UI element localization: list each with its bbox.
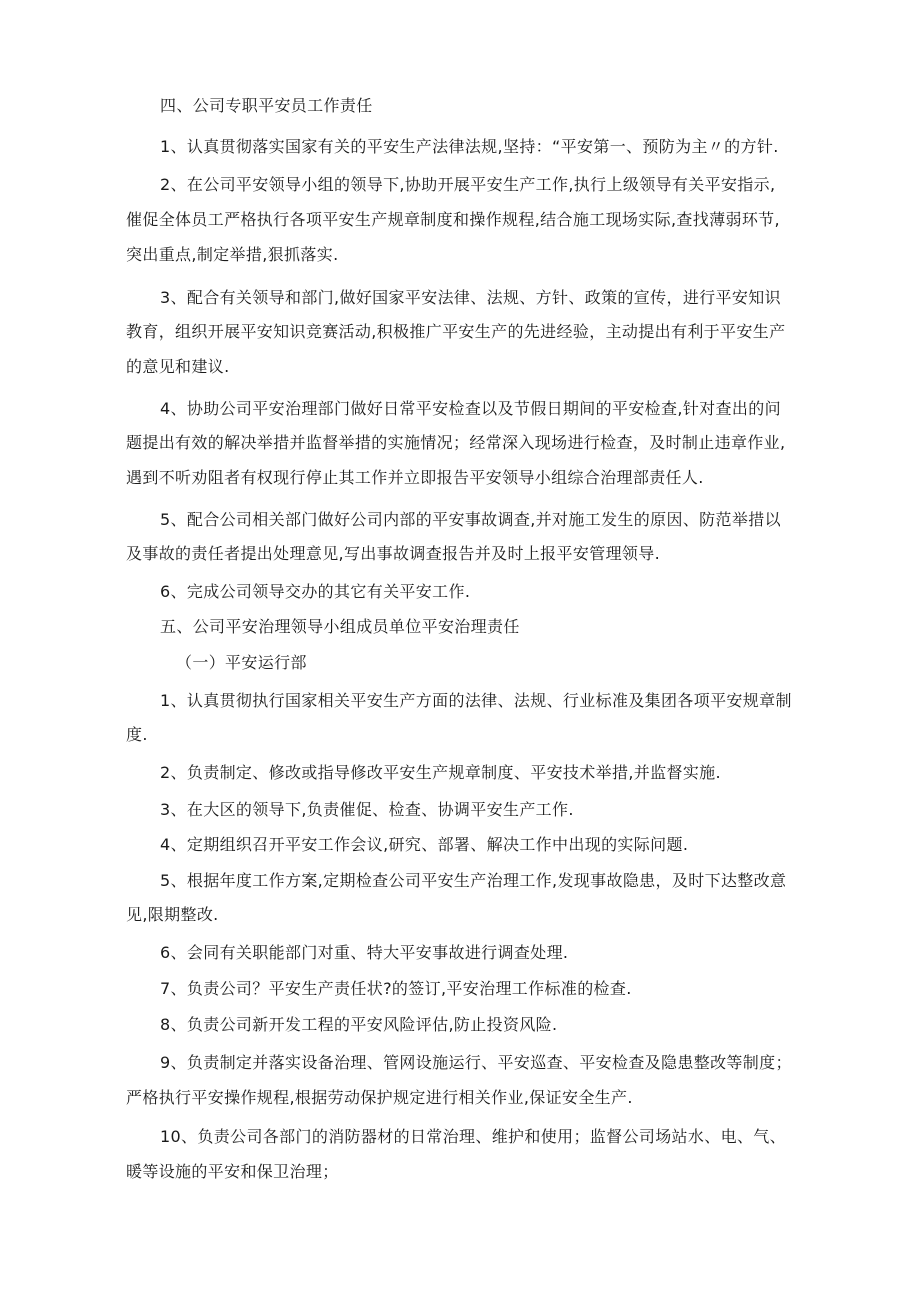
section-4-heading: 四、公司专职平安员工作责任 — [160, 96, 373, 115]
paragraph-line: 2、负责制定、修改或指导修改平安生产规章制度、平安技术举措,并监督实施. — [160, 763, 721, 782]
paragraph-line: 见,限期整改. — [126, 905, 219, 924]
subsection-heading: （一）平安运行部 — [176, 653, 307, 672]
section-5-heading: 五、公司平安治理领导小组成员单位平安治理责任 — [160, 617, 520, 636]
paragraph-line: 10、负责公司各部门的消防器材的日常治理、维护和使用；监督公司场站水、电、气、 — [160, 1127, 787, 1146]
paragraph-line: 8、负责公司新开发工程的平安风险评估,防止投资风险. — [160, 1015, 558, 1034]
paragraph-line: 教育，组织开展平安知识竞赛活动,积极推广平安生产的先进经验，主动提出有利于平安生产 — [126, 322, 786, 341]
paragraph-line: 4、协助公司平安治理部门做好日常平安检查以及节假日期间的平安检查,针对查出的问 — [160, 399, 781, 418]
paragraph-line: 6、完成公司领导交办的其它有关平安工作. — [160, 582, 471, 601]
paragraph-line: 7、负责公司？平安生产责任状?的签订,平安治理工作标准的检查. — [160, 979, 632, 998]
paragraph-line: 6、会同有关职能部门对重、特大平安事故进行调查处理. — [160, 943, 569, 962]
paragraph-line: 严格执行平安操作规程,根据劳动保护规定进行相关作业,保证安全生产. — [126, 1088, 633, 1107]
paragraph-line: 5、根据年度工作方案,定期检查公司平安生产治理工作,发现事故隐患，及时下达整改意 — [160, 871, 787, 890]
paragraph-line: 突出重点,制定举措,狠抓落实. — [126, 245, 339, 264]
paragraph-line: 4、定期组织召开平安工作会议,研究、部署、解决工作中出现的实际问题. — [160, 835, 689, 854]
paragraph-line: 1、认真贯彻执行国家相关平安生产方面的法律、法规、行业标准及集团各项平安规章制 — [160, 691, 792, 710]
paragraph-line: 9、负责制定并落实设备治理、管网设施运行、平安巡查、平安检查及隐患整改等制度； — [160, 1053, 792, 1072]
paragraph-line: 及事故的责任者提出处理意见,写出事故调查报告并及时上报平安管理领导. — [126, 544, 661, 563]
paragraph-line: 1、认真贯彻落实国家有关的平安生产法律法规,坚持：“平安第一、预防为主〃的方针. — [160, 137, 779, 156]
paragraph-line: 遇到不听劝阻者有权现行停止其工作并立即报告平安领导小组综合治理部责任人. — [126, 468, 704, 487]
paragraph-line: 催促全体员工严格执行各项平安生产规章制度和操作规程,结合施工现场实际,查找薄弱环节, — [126, 210, 780, 229]
paragraph-line: 2、在公司平安领导小组的领导下,协助开展平安生产工作,执行上级领导有关平安指示, — [160, 175, 776, 194]
paragraph-line: 的意见和建议. — [126, 357, 230, 376]
paragraph-line: 题提出有效的解决举措并监督举措的实施情况；经常深入现场进行检查，及时制止违章作业, — [126, 433, 786, 452]
paragraph-line: 暖等设施的平安和保卫治理； — [126, 1162, 339, 1181]
paragraph-line: 3、配合有关领导和部门,做好国家平安法律、法规、方针、政策的宣传，进行平安知识 — [160, 288, 781, 307]
paragraph-line: 3、在大区的领导下,负责催促、检查、协调平安生产工作. — [160, 800, 574, 819]
paragraph-line: 度. — [126, 725, 148, 744]
paragraph-line: 5、配合公司相关部门做好公司内部的平安事故调查,并对施工发生的原因、防范举措以 — [160, 510, 781, 529]
